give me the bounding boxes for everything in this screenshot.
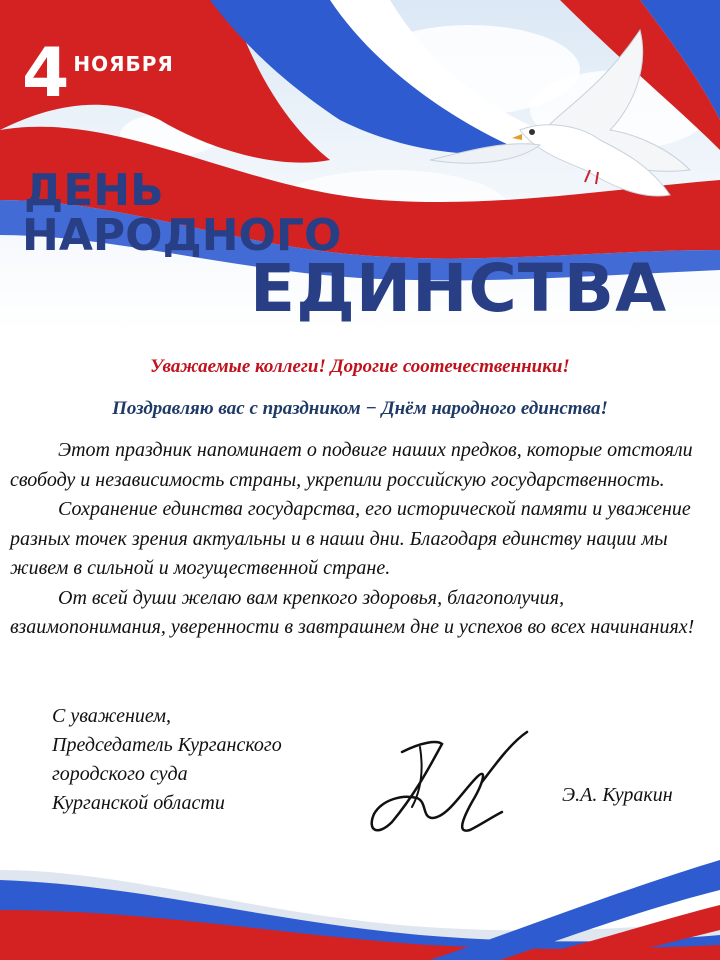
paragraph-3: От всей души желаю вам крепкого здоровья, благополучия, взаимопонимания, уверенности в завтрашнем дне и успехов во всех начинаниях! xyxy=(10,586,695,638)
greeting-heading: Уважаемые коллеги! Дорогие соотечественники! xyxy=(150,356,570,377)
banner-title-line3: ЕДИНСТВА xyxy=(250,250,668,327)
signature-line-3: городского суда xyxy=(52,763,188,785)
paragraph-2: Сохранение единства государства, его исторической памяти и уважение разных точек зрения актуальны и в наши дни. Благодаря единству нации мы живем в сильной и могущественной стране. xyxy=(10,498,691,579)
banner-title-line2: НАРОДНОГО xyxy=(22,210,342,261)
banner-title-line1: ДЕНЬ xyxy=(24,165,164,216)
signature-line-2: Председатель Курганского xyxy=(52,734,282,756)
date-number: 4 xyxy=(22,34,70,113)
footer-ribbon xyxy=(0,850,720,960)
signature-line-1: С уважением, xyxy=(52,705,172,727)
letter-body xyxy=(10,436,710,643)
date-month: НОЯБРЯ xyxy=(73,52,174,76)
signature-block xyxy=(52,702,282,818)
paragraph-1: Этот праздник напоминает о подвиге наших предков, которые отстояли свободу и независимость страны, укрепили российскую государственность. xyxy=(10,439,693,491)
handwritten-signature xyxy=(362,722,542,842)
signer-name: Э.А. Куракин xyxy=(562,784,673,806)
date-label xyxy=(22,34,174,113)
header-banner xyxy=(0,0,720,332)
footer-tricolor-graphic xyxy=(0,850,720,960)
congratulation-heading: Поздравляю вас с праздником − Днём народного единства! xyxy=(112,398,608,419)
signature-line-4: Курганской области xyxy=(52,792,225,814)
